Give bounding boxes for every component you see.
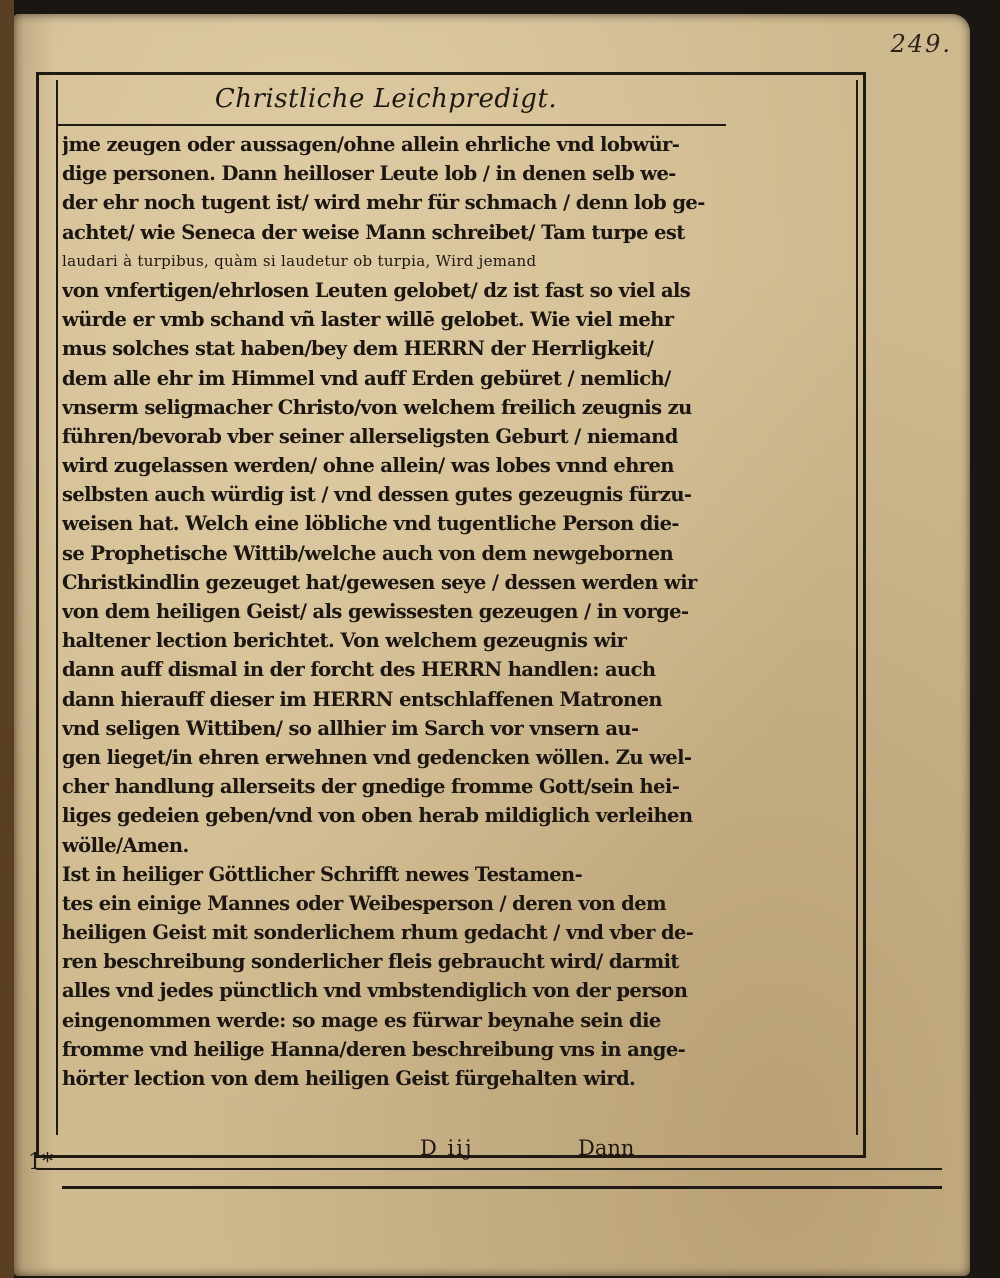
text-line: dann auff dismal in der forcht des HERRN handlen: auch <box>62 658 656 682</box>
text-line: achtet/ wie Seneca der weise Mann schreibet/ Tam turpe est <box>62 220 685 244</box>
signature-mark: D iij <box>420 1136 474 1160</box>
footer-rule <box>36 1168 942 1170</box>
text-line: dann hierauff dieser im HERRN entschlaffenen Matronen <box>62 687 662 711</box>
text-line: alles vnd jedes pünctlich vnd vmbstendiglich von der person <box>62 979 688 1003</box>
text-line: heiligen Geist mit sonderlichem rhum gedacht / vnd vber de- <box>62 921 694 945</box>
text-line: liges gedeien geben/vnd von oben herab mildiglich verleihen <box>62 804 693 828</box>
text-line: vnd seligen Wittiben/ so allhier im Sarch vor vnsern au- <box>62 716 639 740</box>
text-line: Christkindlin gezeuget hat/gewesen seye / dessen werden wir <box>62 570 697 594</box>
text-line: führen/bevorab vber seiner allerseligsten Geburt / niemand <box>62 424 678 448</box>
body-text <box>62 130 722 1093</box>
text-line: haltener lection berichtet. Von welchem gezeugnis wir <box>62 629 627 653</box>
text-line: von dem heiligen Geist/ als gewissesten gezeugen / in vorge- <box>62 600 689 623</box>
text-line: selbsten auch würdig ist / vnd dessen gutes gezeugnis fürzu- <box>62 483 692 507</box>
text-line: fromme vnd heilige Hanna/deren beschreibung vns in ange- <box>62 1037 686 1061</box>
text-line: cher handlung allerseits der gnedige fromme Gott/sein hei- <box>62 775 680 799</box>
text-line: gen lieget/in ehren erwehnen vnd gedencken wöllen. Zu wel- <box>62 745 692 769</box>
text-line: vnserm seligmacher Christo/von welchem freilich zeugnis zu <box>62 395 692 419</box>
footer-line <box>420 1136 720 1168</box>
text-line: wird zugelassen werden/ ohne allein/ was lobes vnnd ehren <box>62 454 674 478</box>
running-head: Christliche Leichpredigt. <box>214 84 558 114</box>
text-line: se Prophetische Wittib/welche auch von dem newgebornen <box>62 541 674 565</box>
text-line: ren beschreibung sonderlicher fleis gebraucht wird/ darmit <box>62 950 679 974</box>
text-line: laudari à turpibus, quàm si laudetur ob turpia, Wird jemand <box>62 251 537 270</box>
footer-rule-bold <box>62 1186 942 1189</box>
text-line: dem alle ehr im Himmel vnd auff Erden gebüret / nemlich/ <box>62 366 671 390</box>
binding-edge <box>0 0 14 1278</box>
text-line: tes ein einige Mannes oder Weibesperson / deren von dem <box>62 891 667 915</box>
text-line: von vnfertigen/ehrlosen Leuten gelobet/ dz ist fast so viel als <box>62 278 691 302</box>
head-rule <box>56 124 726 126</box>
text-line: dige personen. Dann heilloser Leute lob / in denen selb we- <box>62 162 676 186</box>
text-line: jme zeugen oder aussagen/ohne allein ehrliche vnd lobwür- <box>62 133 680 156</box>
margin-mark: 1* <box>28 1150 53 1175</box>
text-line: weisen hat. Welch eine löbliche vnd tugentliche Person die- <box>62 512 679 536</box>
text-line: wölle/Amen. <box>62 833 189 857</box>
catchword: Dann <box>578 1136 635 1160</box>
page-number: 249. <box>890 30 952 58</box>
text-line: würde er vmb schand vñ laster willē gelobet. Wie viel mehr <box>62 308 674 332</box>
text-line: der ehr noch tugent ist/ wird mehr für schmach / denn lob ge- <box>62 191 705 215</box>
text-line: hörter lection von dem heiligen Geist fürgehalten wird. <box>62 1067 636 1090</box>
text-line: eingenommen werde: so mage es fürwar beynahe sein die <box>62 1008 661 1032</box>
text-line: mus solches stat haben/bey dem HERRN der Herrligkeit/ <box>62 337 654 361</box>
text-line: Ist in heiliger Göttlicher Schrifft newes Testamen- <box>62 862 583 886</box>
